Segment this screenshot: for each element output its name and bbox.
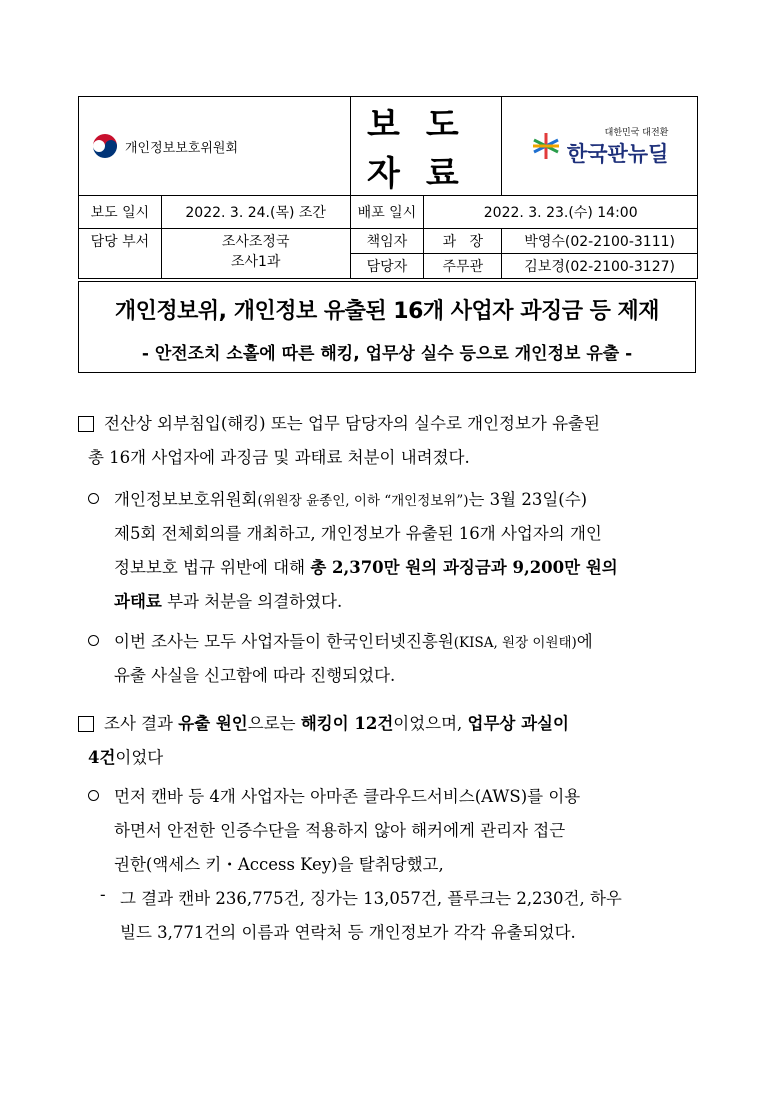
p1-line-1: 전산상 외부침입(해킹) 또는 업무 담당자의 실수로 개인정보가 유출된 — [104, 414, 600, 433]
square-bullet-icon — [78, 416, 94, 432]
p5-line-3: 권한(액세스 키・Access Key)을 탈취당했고, — [114, 855, 444, 874]
manager-title: 과 장 — [424, 229, 502, 254]
dept-label: 담당 부서 — [79, 229, 162, 279]
p2-fine-amount: 총 2,370만 원의 과징금과 9,200만 원의 — [310, 558, 618, 577]
p2-org: 개인정보보호위원회 — [114, 490, 258, 509]
p4-t1: 조사 결과 — [104, 714, 179, 733]
dept-bureau: 조사조정국 — [221, 234, 290, 250]
p2-line-3 — [114, 554, 618, 578]
p6-line-1: 그 결과 캔바 236,775건, 징가는 13,057건, 플루크는 2,230건, 하우 — [120, 889, 622, 908]
p4-t4: 이었다 — [115, 748, 164, 767]
taegeuk-emblem-icon — [91, 132, 119, 160]
manager-name: 박영수(02-2100-3111) — [502, 229, 698, 254]
org-name: 개인정보보호위원회 — [125, 140, 239, 156]
org-logo — [79, 132, 350, 160]
p4-negligence: 업무상 과실이 — [467, 714, 569, 733]
dept-division: 조사1과 — [230, 254, 281, 270]
release-value: 2022. 3. 24.(목) 조간 — [161, 196, 350, 229]
p6-line-2: 빌드 3,771건의 이름과 연락처 등 개인정보가 각각 유출되었다. — [120, 923, 576, 942]
doc-type-title: 보도자료 — [350, 97, 502, 196]
distribute-label: 배포 일시 — [350, 196, 424, 229]
p4-t3: 이었으며, — [393, 714, 468, 733]
square-bullet-icon — [78, 716, 94, 732]
campaign-star-icon — [531, 131, 561, 161]
p4-cause: 유출 원인 — [178, 714, 248, 733]
manager-label: 책임자 — [350, 229, 424, 254]
circle-bullet-icon — [88, 493, 99, 504]
campaign-logo — [502, 125, 697, 168]
p4-line-1 — [104, 710, 569, 734]
circle-bullet-icon — [88, 790, 99, 801]
circle-bullet-icon — [88, 635, 99, 646]
p2-line-2: 제5회 전체회의를 개최하고, 개인정보가 유출된 16개 사업자의 개인 — [114, 524, 602, 543]
press-release-header — [78, 96, 698, 279]
p3-line-2: 유출 사실을 신고함에 따라 진행되었다. — [114, 666, 396, 685]
p3-kisa-note: (KISA, 원장 이원태) — [453, 635, 577, 651]
dept-value — [161, 229, 350, 279]
p2-penalty: 과태료 — [114, 592, 162, 611]
p5-line-1: 먼저 캔바 등 4개 사업자는 아마존 클라우드서비스(AWS)를 이용 — [114, 787, 581, 806]
campaign-subtitle: 대한민국 대전환 — [604, 127, 669, 138]
p2-l4-text: 부과 처분을 의결하였다. — [161, 592, 343, 611]
campaign-title: 한국판뉴딜 — [566, 141, 669, 166]
p5-line-2: 하면서 안전한 인증수단을 적용하지 않아 해커에게 관리자 접근 — [114, 821, 566, 840]
headline-title: 개인정보위, 개인정보 유출된 16개 사업자 과징금 등 제재 — [114, 299, 660, 324]
release-label: 보도 일시 — [79, 196, 162, 229]
p4-hacking-count: 해킹이 12건 — [300, 714, 394, 733]
distribute-value: 2022. 3. 23.(수) 14:00 — [424, 196, 698, 229]
p3-particle: 에 — [576, 632, 593, 651]
contact-name: 김보경(02-2100-3127) — [502, 254, 698, 279]
p3-line-1 — [114, 628, 593, 652]
p3-text: 이번 조사는 모두 사업자들이 한국인터넷진흥원 — [114, 632, 454, 651]
p4-line-2 — [88, 744, 163, 768]
p2-line-1 — [114, 486, 587, 510]
headline-subtitle: - 안전조치 소홀에 따른 해킹, 업무상 실수 등으로 개인정보 유출 - — [141, 344, 633, 364]
p2-l3-text: 정보보호 법규 위반에 대해 — [114, 558, 311, 577]
p2-date: 는 3월 23일(수) — [468, 490, 588, 509]
headline-box — [78, 281, 696, 373]
p4-t2: 으로는 — [247, 714, 301, 733]
p1-line-2: 총 16개 사업자에 과징금 및 과태료 처분이 내려졌다. — [88, 448, 470, 467]
contact-label: 담당자 — [350, 254, 424, 279]
p4-negligence-count: 4건 — [88, 748, 116, 767]
dash-bullet: - — [100, 885, 106, 904]
p2-line-4 — [114, 588, 342, 612]
p2-org-note: (위원장 윤종인, 이하 “개인정보위”) — [257, 493, 469, 509]
contact-title: 주무관 — [424, 254, 502, 279]
